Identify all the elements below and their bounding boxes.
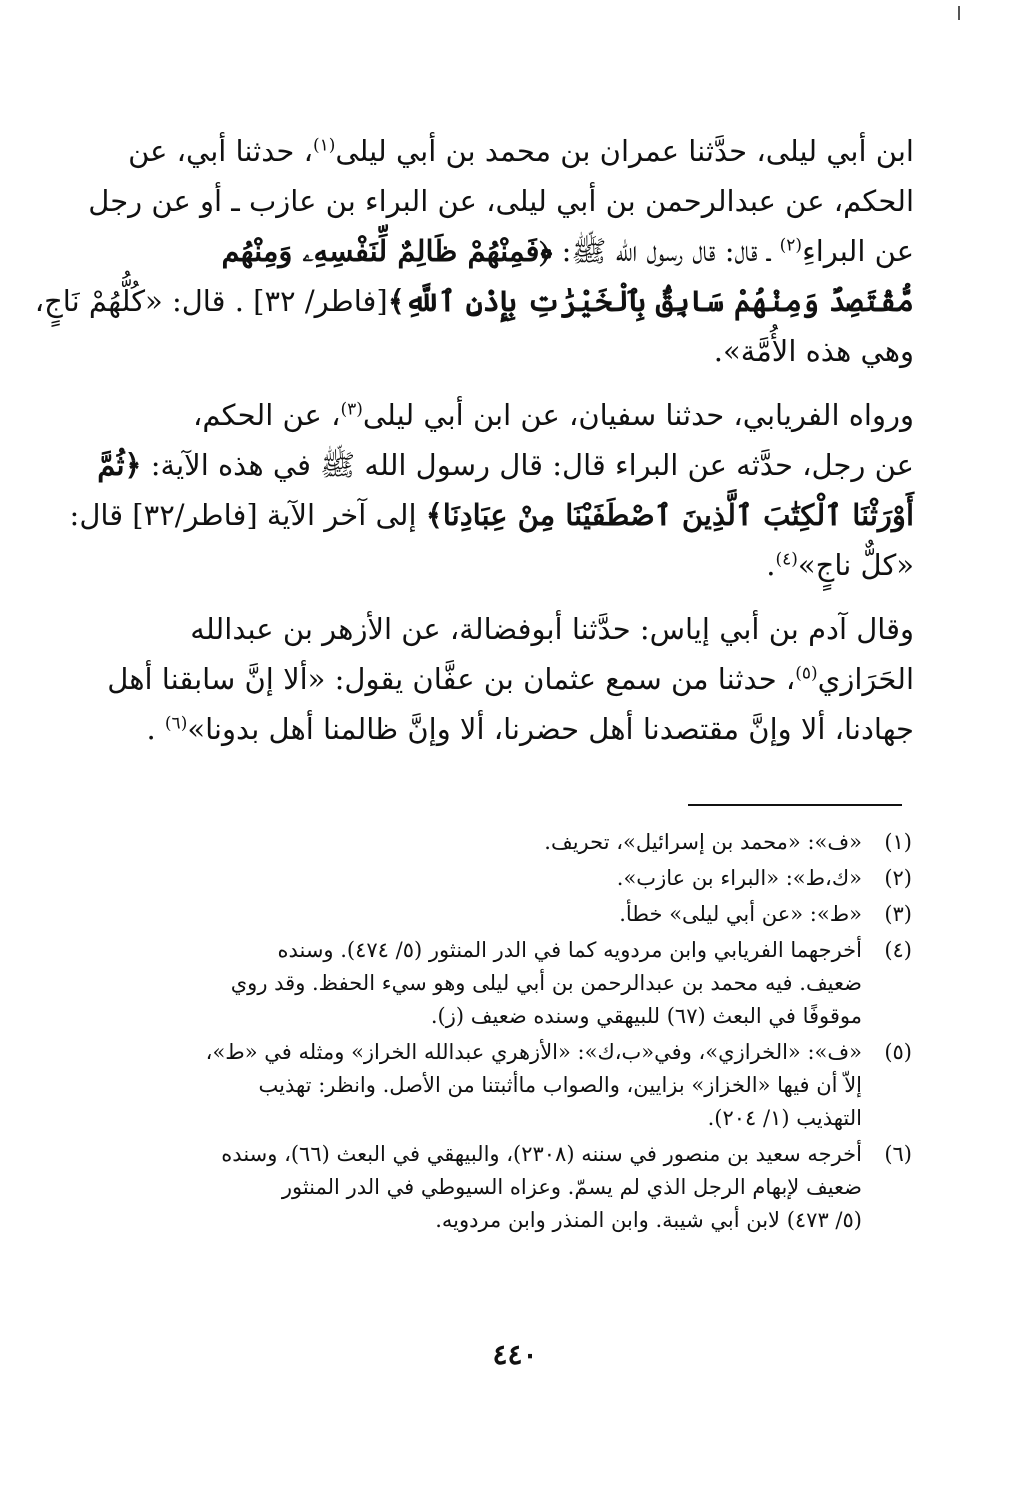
- line: عن البراءِ$^{(٢)}$ ـ قال: قال رسول الله ﷺ: ﴿فَمِنْهُمْ ظَالِمٌ لِّنَفْسِهِۦ وَمِنْهُم: [221, 234, 914, 268]
- line: مُّقْتَصِدٌ وَمِنْهُمْ سَابِقٌۢ بِٱلْخَيْرَٰتِ بِإِذْنِ ٱللَّهِ﴾[فاطر/ ٣٢] . قال: «كُلُّهُمْ نَاجٍ،: [34, 284, 914, 318]
- page-number: ٤٤٠: [492, 1338, 538, 1371]
- footnote-6: [110, 1138, 912, 1237]
- footnote-ref[interactable]: (٥): [795, 663, 818, 684]
- footnote-1: [110, 826, 912, 859]
- line: ابن أبي ليلى، حدَّثنا عمران بن محمد بن أبي ليلى$^{(١)}$، حدثنا أبي، عن: [128, 134, 914, 168]
- footnote-text: «ك،ط»: «البراء بن عازب».: [616, 866, 862, 890]
- line: الحَرَازي$^{(٥)}$، حدثنا من سمع عثمان بن عفَّان يقول: «ألا إنَّ سابقنا أهل: [107, 662, 914, 696]
- line: عن رجل، حدَّثه عن البراء قال: قال رسول الله ﷺ في هذه الآية: ﴿ثُمَّ: [97, 448, 914, 482]
- footnote-number: (٢): [884, 866, 912, 890]
- line: أَوْرَثْنَا ٱلْكِتَٰبَ ٱلَّذِينَ ٱصْطَفَيْنَا مِنْ عِبَادِنَا﴾ إلى آخر الآية [فاطر/٣٢] قال:: [69, 498, 914, 532]
- quran-verse: أَوْرَثْنَا ٱلْكِتَٰبَ ٱلَّذِينَ ٱصْطَفَيْنَا مِنْ عِبَادِنَا﴾: [425, 498, 914, 532]
- verse-reference: [فاطر/ ٣٢]: [253, 284, 388, 318]
- footnote-number: (٦): [884, 1142, 912, 1166]
- footnote-text: أخرجه سعيد بن منصور في سننه (٢٣٠٨)، والبيهقي في البعث (٦٦)، وسنده ضعيف لإبهام الرجل الذي لم يسمّ. وعزاه السيوطي في الدر المنثور (٥/ ٤٧٣) لابن أبي شيبة. وابن المنذر وابن مردويه.: [221, 1142, 862, 1232]
- footnote-4: [110, 934, 912, 1033]
- footnote-ref[interactable]: (٢): [779, 235, 803, 256]
- footnote-text: «ف»: «محمد بن إسرائيل»، تحريف.: [544, 830, 862, 854]
- footnote-separator: [688, 804, 902, 806]
- paragraph-3: [106, 604, 914, 754]
- footnote-number: (٣): [884, 902, 912, 926]
- paragraph-2: [69, 390, 914, 590]
- footnote-text: «ف»: «الخرازي»، وفي«ب،ك»: «الأزهري عبدالله الخراز» ومثله في «ط»، إلاّ أن فيها «الخزاز» بزايين، والصواب ماأثبتنا من الأصل. وانظر: تهذيب التهذيب (١/ ٢٠٤).: [205, 1040, 862, 1130]
- scan-mark: [958, 6, 960, 20]
- line: الحكم، عن عبدالرحمن بن أبي ليلى، عن البراء بن عازب ـ أو عن رجل: [88, 184, 914, 218]
- footnote-ref[interactable]: (٦): [164, 713, 188, 734]
- line: وهي هذه الأُمَّة».: [713, 334, 914, 368]
- footnote-text: أخرجهما الفريابي وابن مردويه كما في الدر المنثور (٥/ ٤٧٤). وسنده ضعيف. فيه محمد بن عبدالرحمن بن أبي ليلى وهو سيء الحفظ. وقد روي موقوفًا في البعث (٦٧) للبيهقي وسنده ضعيف (ز).: [230, 938, 862, 1028]
- footnote-ref[interactable]: (٣): [340, 399, 363, 420]
- quran-verse: مُّقْتَصِدٌ وَمِنْهُمْ سَابِقٌۢ بِٱلْخَيْرَٰتِ بِإِذْنِ ٱللَّهِ﴾: [387, 284, 914, 318]
- quran-verse: ﴿ثُمَّ: [97, 448, 142, 482]
- footnote-5: [110, 1036, 912, 1135]
- footnote-ref[interactable]: (٤): [775, 549, 798, 570]
- line: وقال آدم بن أبي إياس: حدَّثنا أبوفضالة، عن الأزهر بن عبدالله: [190, 612, 914, 646]
- line: ورواه الفريابي، حدثنا سفيان، عن ابن أبي ليلى$^{(٣)}$، عن الحكم،: [192, 398, 914, 432]
- footnote-3: [110, 898, 912, 931]
- quran-verse: ﴿فَمِنْهُمْ ظَالِمٌ لِّنَفْسِهِۦ وَمِنْهُم: [221, 234, 553, 268]
- footnotes: [110, 826, 912, 1240]
- footnote-number: (١): [884, 830, 912, 854]
- footnote-2: [110, 862, 912, 895]
- paragraph-1: [34, 126, 914, 376]
- footnote-text: «ط»: «عن أبي ليلى» خطأ.: [619, 902, 862, 926]
- footnote-number: (٥): [884, 1040, 912, 1064]
- main-text: [34, 126, 914, 754]
- footnote-ref[interactable]: (١): [312, 135, 336, 156]
- line: جهادنا، ألا وإنَّ مقتصدنا أهل حضرنا، ألا وإنَّ ظالمنا أهل بدونا»$^{(٦)}$ .: [146, 712, 914, 746]
- footnote-number: (٤): [884, 938, 912, 962]
- line: «كلٌّ ناجٍ»$^{(٤)}$.: [766, 548, 914, 582]
